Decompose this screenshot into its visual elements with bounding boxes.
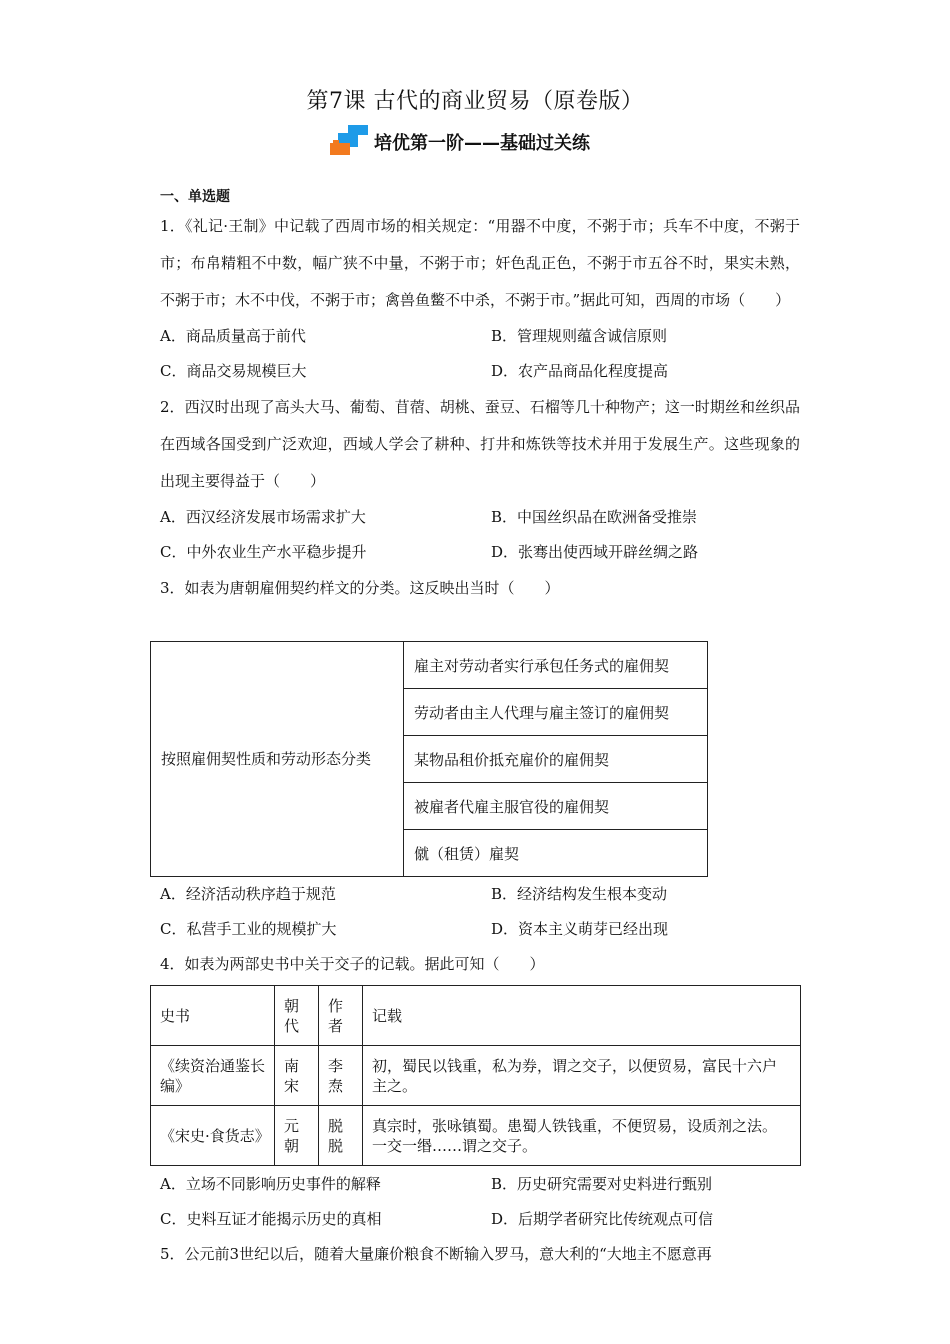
table-header: 记载 bbox=[363, 986, 801, 1046]
option-d[interactable]: D．资本主义萌芽已经出现 bbox=[491, 920, 669, 938]
option-c[interactable]: C．史料互证才能揭示历史的真相 bbox=[160, 1210, 382, 1228]
option-a[interactable]: A．西汉经济发展市场需求扩大 bbox=[160, 508, 366, 526]
question-1-options bbox=[160, 319, 800, 389]
question-5-stem: 5．公元前3世纪以后，随着大量廉价粮食不断输入罗马，意大利的“大地主不愿意再 bbox=[160, 1245, 712, 1263]
jiaozi-records-table bbox=[150, 985, 801, 1166]
option-a[interactable]: A．立场不同影响历史事件的解释 bbox=[160, 1175, 381, 1193]
question-4-stem: 4．如表为两部史书中关于交子的记载。据此可知（ ） bbox=[160, 955, 545, 973]
option-b[interactable]: B．经济结构发生根本变动 bbox=[491, 885, 668, 903]
option-b[interactable]: B．中国丝织品在欧洲备受推崇 bbox=[491, 508, 698, 526]
question-3-4-area bbox=[160, 877, 800, 982]
question-2-stem: 2．西汉时出现了高头大马、葡萄、苜蓿、胡桃、蚕豆、石榴等几十种物产；这一时期丝和丝织品在西域各国受到广泛欢迎，西域人学会了耕种、打井和炼铁等技术并用于发展生产。这些现象的出现主要得益于（ ） bbox=[160, 398, 800, 490]
stairs-logo-icon bbox=[328, 125, 372, 159]
table-cell: 元朝 bbox=[275, 1106, 319, 1166]
option-c[interactable]: C．商品交易规模巨大 bbox=[160, 362, 307, 380]
questions-area bbox=[160, 186, 800, 607]
option-a[interactable]: A．经济活动秩序趋于规范 bbox=[160, 885, 336, 903]
option-b[interactable]: B．历史研究需要对史料进行甄别 bbox=[491, 1175, 713, 1193]
table-cell: 南宋 bbox=[275, 1046, 319, 1106]
table-header: 史书 bbox=[151, 986, 275, 1046]
question-4-options bbox=[160, 1167, 800, 1237]
question-3-options bbox=[160, 877, 800, 947]
table-cell: 初，蜀民以钱重，私为券，谓之交子，以便贸易，富民十六户主之。 bbox=[363, 1046, 801, 1106]
table-cell: 李焘 bbox=[319, 1046, 363, 1106]
option-c[interactable]: C．中外农业生产水平稳步提升 bbox=[160, 543, 367, 561]
option-a[interactable]: A．商品质量高于前代 bbox=[160, 327, 306, 345]
table-cell: 雇主对劳动者实行承包任务式的雇佣契 bbox=[404, 642, 708, 689]
question-2-options bbox=[160, 500, 800, 570]
option-d[interactable]: D．后期学者研究比传统观点可信 bbox=[491, 1210, 714, 1228]
table-header: 朝代 bbox=[275, 986, 319, 1046]
option-d[interactable]: D．农产品商品化程度提高 bbox=[491, 362, 669, 380]
option-c[interactable]: C．私营手工业的规模扩大 bbox=[160, 920, 337, 938]
table-cell: 某物品租价抵充雇价的雇佣契 bbox=[404, 736, 708, 783]
question-3-stem: 3．如表为唐朝雇佣契约样文的分类。这反映出当时（ ） bbox=[160, 579, 560, 597]
table-cell: 脱脱 bbox=[319, 1106, 363, 1166]
subtitle bbox=[328, 124, 590, 160]
table-category-cell: 按照雇佣契性质和劳动形态分类 bbox=[151, 642, 404, 877]
table-cell: 真宗时，张咏镇蜀。患蜀人铁钱重，不便贸易，设质剂之法。一交一缗……谓之交子。 bbox=[363, 1106, 801, 1166]
question-1-stem: 1．《礼记·王制》中记载了西周市场的相关规定：“用器不中度，不粥于市；兵车不中度，不粥于市；布帛精粗不中数，幅广狭不中量，不粥于市；奸色乱正色，不粥于市五谷不时，果实未熟，不粥于市；木不中伐，不粥于市；禽兽鱼鳖不中杀，不粥于市。”据此可知，西周的市场（ ） bbox=[160, 217, 800, 309]
contract-classification-table bbox=[150, 641, 708, 877]
question-4-5-area bbox=[160, 1167, 800, 1272]
table-cell: 劳动者由主人代理与雇主签订的雇佣契 bbox=[404, 689, 708, 736]
subtitle-text: 培优第一阶——基础过关练 bbox=[374, 133, 590, 154]
table-cell: 《宋史·食货志》 bbox=[151, 1106, 275, 1166]
table-cell: 《续资治通鉴长编》 bbox=[151, 1046, 275, 1106]
table-header: 作者 bbox=[319, 986, 363, 1046]
table-cell: 被雇者代雇主服官役的雇佣契 bbox=[404, 783, 708, 830]
option-d[interactable]: D．张骞出使西域开辟丝绸之路 bbox=[491, 543, 699, 561]
option-b[interactable]: B．管理规则蕴含诚信原则 bbox=[491, 327, 668, 345]
table-cell: 僦（租赁）雇契 bbox=[404, 830, 708, 877]
page-title: 第7课 古代的商业贸易（原卷版） bbox=[306, 89, 644, 114]
section-heading: 一、单选题 bbox=[160, 189, 230, 205]
